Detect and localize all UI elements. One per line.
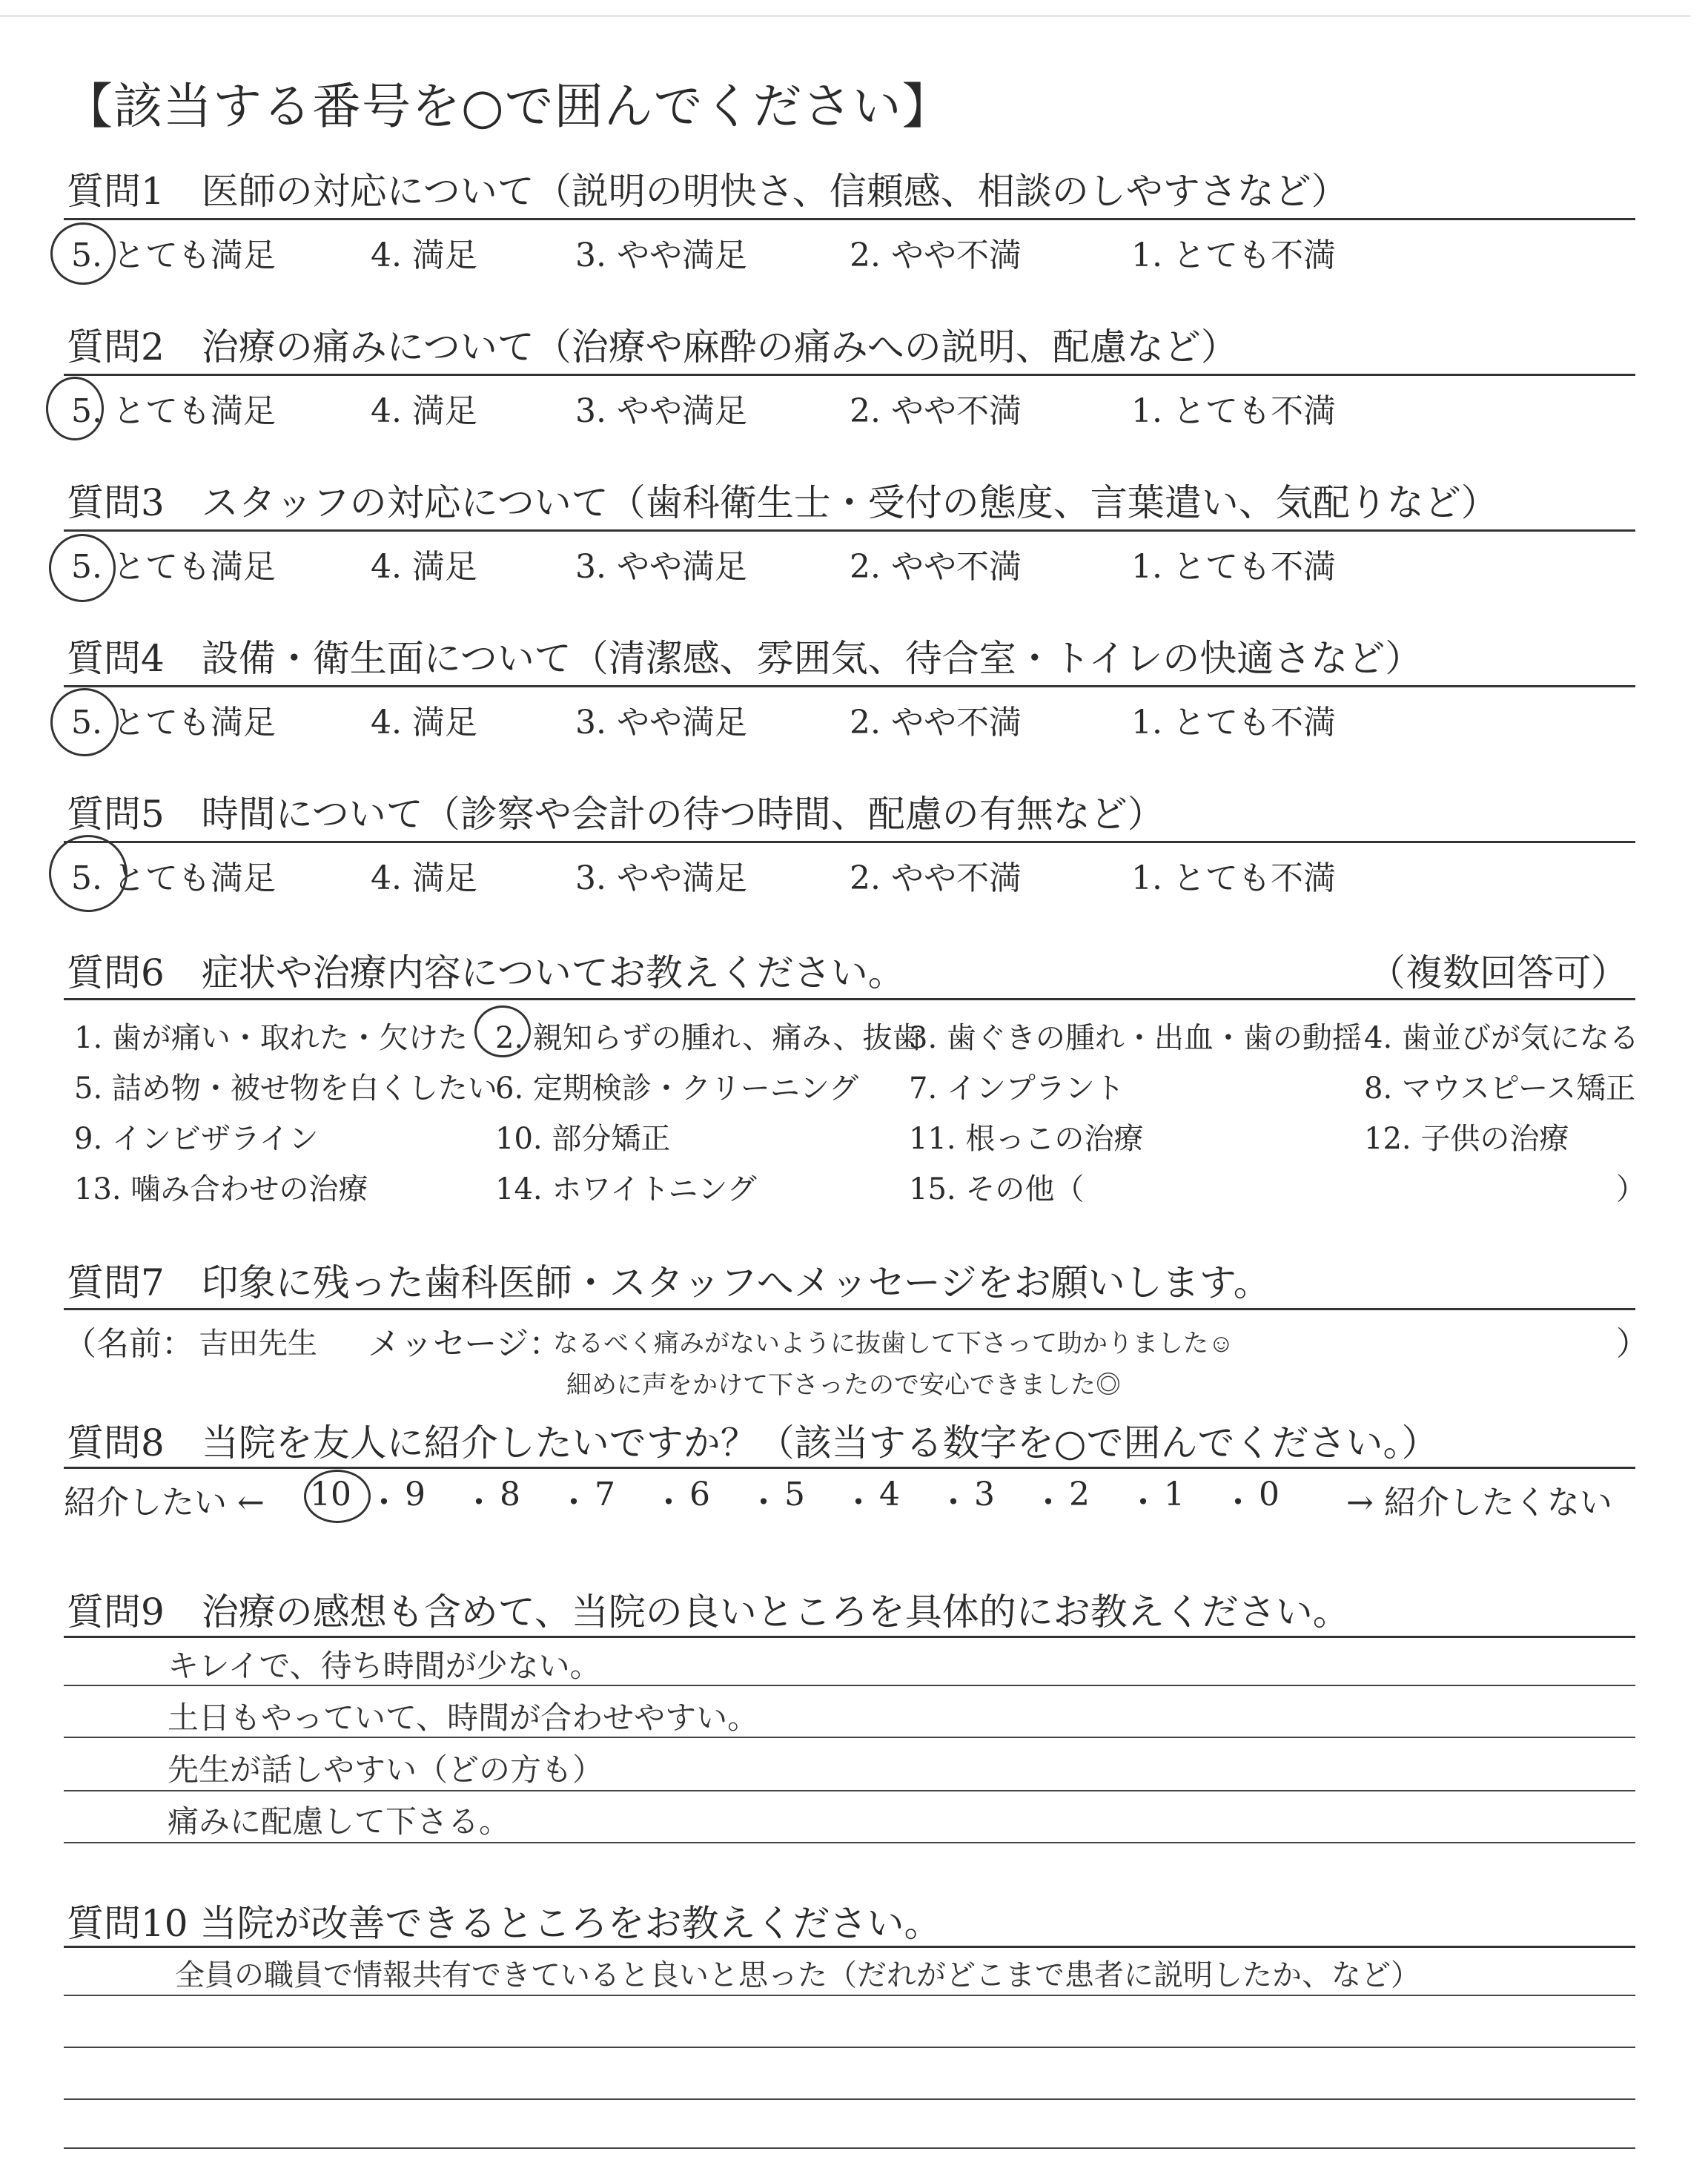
q8-scale-separator: ・ — [652, 1484, 685, 1522]
q8-scale-value-5[interactable]: 5 — [784, 1476, 805, 1513]
q2-title: 質問2 治療の痛みについて（治療や麻酔の痛みへの説明、配慮など） — [67, 326, 1238, 369]
page-title: 【該当する番号を○で囲んでください】 — [64, 78, 952, 135]
q8-scale-value-0[interactable]: 0 — [1259, 1476, 1280, 1513]
q8-title: 質問8 当院を友人に紹介したいですか？（該当する数字を○で囲んでください。） — [67, 1421, 1439, 1464]
q2-option-3[interactable]: 3. やや満足 — [575, 392, 747, 430]
q6-option-13[interactable]: 13. 噛み合わせの治療 — [74, 1172, 368, 1206]
q3-option-1[interactable]: 1. とても不満 — [1131, 548, 1336, 586]
q6-selection-circle — [474, 1005, 531, 1057]
q4-option-3[interactable]: 3. やや満足 — [575, 704, 747, 742]
q6-option-3[interactable]: 3. 歯ぐきの腫れ・出血・歯の動揺 — [909, 1021, 1362, 1055]
page-top-edge — [0, 15, 1690, 17]
q9-answer-line-1[interactable]: キレイで、待ち時間が少ない。 — [168, 1648, 601, 1684]
q6-title: 質問6 症状や治療内容についてお教えください。 — [67, 951, 905, 994]
q10-answer-rule-4 — [64, 2147, 1635, 2149]
q1-option-3[interactable]: 3. やや満足 — [575, 237, 747, 274]
q2-rule — [64, 374, 1635, 376]
q3-rule — [64, 529, 1635, 532]
q2-option-4[interactable]: 4. 満足 — [371, 392, 477, 430]
q6-option-5[interactable]: 5. 詰め物・被せ物を白くしたい — [74, 1071, 497, 1106]
q8-scale-separator: ・ — [1222, 1484, 1254, 1522]
q2-selection-circle — [46, 377, 104, 440]
q9-answer-line-2[interactable]: 土日もやっていて、時間が合わせやすい。 — [168, 1700, 759, 1736]
q7-name-label: （名前： — [64, 1325, 194, 1363]
q8-scale-separator: ・ — [1032, 1484, 1065, 1522]
q5-option-1[interactable]: 1. とても不満 — [1131, 859, 1336, 897]
q9-title: 質問9 治療の感想も含めて、当院の良いところを具体的にお教えください。 — [67, 1591, 1350, 1634]
q4-option-1[interactable]: 1. とても不満 — [1131, 704, 1336, 742]
q2-option-1[interactable]: 1. とても不満 — [1131, 392, 1336, 430]
q8-left-label: 紹介したい ← — [64, 1484, 265, 1522]
q2-option-2[interactable]: 2. やや不満 — [850, 392, 1022, 430]
q3-option-5[interactable]: 5. とても満足 — [71, 548, 276, 586]
q6-rule — [64, 998, 1635, 1000]
q10-rule — [64, 1946, 1635, 1948]
q8-right-label: → 紹介したくない — [1346, 1484, 1612, 1522]
q6-multiple-answer-note: （複数回答可） — [1368, 951, 1628, 994]
q7-message-line2[interactable]: 細めに声をかけて下さったので安心できました◎ — [566, 1370, 1121, 1400]
q5-option-3[interactable]: 3. やや満足 — [575, 859, 747, 897]
q4-rule — [64, 685, 1635, 687]
q8-scale-value-8[interactable]: 8 — [500, 1476, 520, 1513]
q2-option-5[interactable]: 5. とても満足 — [71, 392, 276, 430]
q3-option-4[interactable]: 4. 満足 — [371, 548, 477, 586]
q6-option-6[interactable]: 6. 定期検診・クリーニング — [495, 1071, 859, 1106]
q9-answer-line-4[interactable]: 痛みに配慮して下さる。 — [168, 1803, 511, 1840]
q6-other-close-paren: ） — [1616, 1172, 1646, 1206]
q7-close-paren: ） — [1616, 1325, 1649, 1363]
q8-rule — [64, 1467, 1635, 1469]
q8-selection-circle — [304, 1470, 371, 1523]
q6-option-8[interactable]: 8. マウスピース矯正 — [1364, 1071, 1636, 1106]
q6-option-9[interactable]: 9. インビザライン — [74, 1122, 319, 1156]
q9-answer-rule-3 — [64, 1790, 1635, 1791]
q3-selection-circle — [49, 534, 116, 602]
q6-option-7[interactable]: 7. インプラント — [909, 1071, 1125, 1106]
q8-scale-value-7[interactable]: 7 — [595, 1476, 615, 1513]
q6-option-14[interactable]: 14. ホワイトニング — [495, 1172, 757, 1206]
q1-option-1[interactable]: 1. とても不満 — [1131, 237, 1336, 274]
q8-scale-value-10[interactable]: 10 — [310, 1476, 351, 1513]
q1-option-4[interactable]: 4. 満足 — [371, 237, 477, 274]
q6-option-2[interactable]: 2. 親知らずの腫れ、痛み、抜歯 — [495, 1021, 922, 1055]
q9-answer-rule-4 — [64, 1842, 1635, 1843]
q5-option-5[interactable]: 5. とても満足 — [71, 859, 276, 897]
q10-answer-rule-1 — [64, 1995, 1635, 1996]
q8-scale-value-6[interactable]: 6 — [689, 1476, 710, 1513]
q3-title: 質問3 スタッフの対応について（歯科衛生士・受付の態度、言葉遣い、気配りなど） — [67, 481, 1498, 524]
q10-answer-line-1[interactable]: 全員の職員で情報共有できていると良いと思った（だれがどこまで患者に説明したか、など） — [175, 1958, 1420, 1992]
q1-option-2[interactable]: 2. やや不満 — [850, 237, 1022, 274]
q8-scale-value-1[interactable]: 1 — [1164, 1476, 1185, 1513]
q1-title: 質問1 医師の対応について（説明の明快さ、信頼感、相談のしやすさなど） — [67, 170, 1348, 213]
q4-option-2[interactable]: 2. やや不満 — [850, 704, 1022, 742]
q1-option-5[interactable]: 5. とても満足 — [71, 237, 276, 274]
q9-answer-rule-1 — [64, 1685, 1635, 1686]
q8-scale-separator: ・ — [557, 1484, 590, 1522]
q8-scale-separator: ・ — [1127, 1484, 1159, 1522]
q4-title: 質問4 設備・衛生面について（清潔感、雰囲気、待合室・トイレの快適さなど） — [67, 637, 1423, 680]
q5-rule — [64, 841, 1635, 843]
q10-answer-rule-3 — [64, 2098, 1635, 2100]
q3-option-2[interactable]: 2. やや不満 — [850, 548, 1022, 586]
q6-option-12[interactable]: 12. 子供の治療 — [1364, 1122, 1569, 1156]
q8-scale-value-9[interactable]: 9 — [405, 1476, 426, 1513]
q6-option-15[interactable]: 15. その他（ — [909, 1172, 1085, 1206]
q8-scale-separator: ・ — [842, 1484, 875, 1522]
q6-option-10[interactable]: 10. 部分矯正 — [495, 1122, 671, 1156]
q7-title: 質問7 印象に残った歯科医師・スタッフへメッセージをお願いします。 — [67, 1261, 1271, 1304]
q5-selection-circle — [49, 835, 128, 912]
q8-scale-separator: ・ — [368, 1484, 400, 1522]
q7-message-line1[interactable]: なるべく痛みがないように抜歯して下さって助かりました☺ — [553, 1329, 1234, 1358]
q9-rule — [64, 1636, 1635, 1638]
q7-message-label: メッセージ： — [368, 1325, 562, 1363]
q8-scale-value-3[interactable]: 3 — [974, 1476, 995, 1513]
q8-scale-separator: ・ — [463, 1484, 495, 1522]
q3-option-3[interactable]: 3. やや満足 — [575, 548, 747, 586]
q8-scale-separator: ・ — [747, 1484, 780, 1522]
q8-scale-value-4[interactable]: 4 — [879, 1476, 900, 1513]
q5-option-4[interactable]: 4. 満足 — [371, 859, 477, 897]
q5-option-2[interactable]: 2. やや不満 — [850, 859, 1022, 897]
q6-option-11[interactable]: 11. 根っこの治療 — [909, 1122, 1144, 1156]
q8-scale-separator: ・ — [937, 1484, 970, 1522]
q9-answer-rule-2 — [64, 1737, 1635, 1738]
q1-selection-circle — [50, 222, 116, 285]
q10-title: 質問10 当院が改善できるところをお教えください。 — [67, 1902, 941, 1945]
q4-option-5[interactable]: 5. とても満足 — [71, 704, 276, 742]
q6-option-1[interactable]: 1. 歯が痛い・取れた・欠けた — [74, 1021, 468, 1055]
q10-answer-rule-2 — [64, 2047, 1635, 2048]
q1-rule — [64, 218, 1635, 220]
q8-scale-value-2[interactable]: 2 — [1069, 1476, 1090, 1513]
q5-title: 質問5 時間について（診察や会計の待つ時間、配慮の有無など） — [67, 793, 1165, 836]
q6-option-4[interactable]: 4. 歯並びが気になる — [1364, 1021, 1639, 1055]
q9-answer-line-3[interactable]: 先生が話しやすい（どの方も） — [168, 1751, 604, 1788]
q4-selection-circle — [50, 688, 119, 756]
q7-name-value[interactable]: 吉田先生 — [199, 1327, 317, 1361]
q7-rule — [64, 1308, 1635, 1310]
q4-option-4[interactable]: 4. 満足 — [371, 704, 477, 742]
